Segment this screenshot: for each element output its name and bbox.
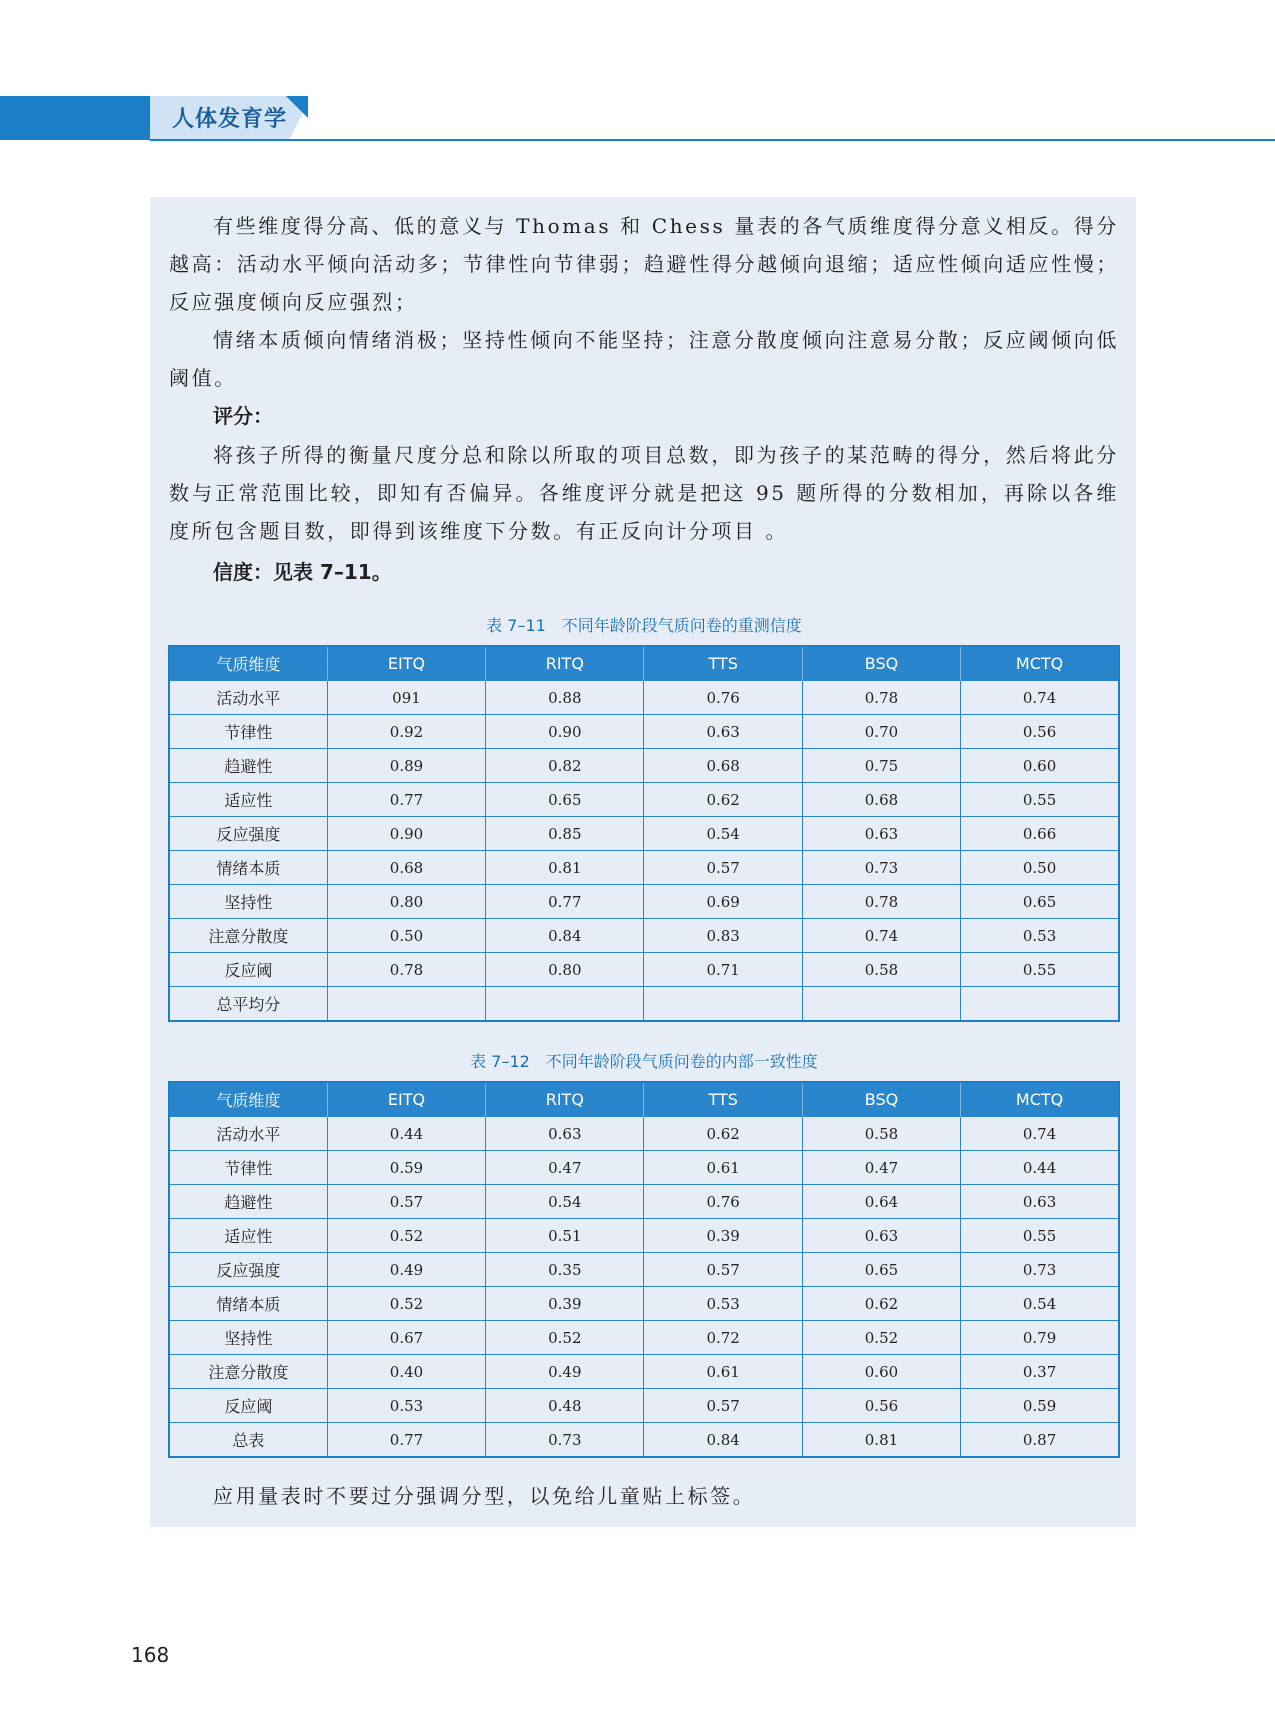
value-cell: 0.68 xyxy=(802,783,960,817)
dimension-cell: 反应强度 xyxy=(169,1253,327,1287)
value-cell: 0.84 xyxy=(486,919,644,953)
table-row xyxy=(169,885,1119,919)
paragraph-scoring: 将孩子所得的衡量尺度分总和除以所取的项目总数，即为孩子的某范畴的得分，然后将此分数与正常范围比较，即知有否偏异。各维度评分就是把这 95 题所得的分数相加，再除以各维度所包含题目数，即得到该维度下分数。有正反向计分项目 。 xyxy=(169,443,1119,543)
dimension-cell: 反应阈 xyxy=(169,953,327,987)
value-cell: 091 xyxy=(327,681,485,715)
dimension-cell: 注意分散度 xyxy=(169,1355,327,1389)
value-cell: 0.47 xyxy=(486,1151,644,1185)
value-cell: 0.53 xyxy=(327,1389,485,1423)
value-cell: 0.52 xyxy=(802,1321,960,1355)
paragraph-dimension-meaning-cont: 情绪本质倾向情绪消极；坚持性倾向不能坚持；注意分散度倾向注意易分散；反应阈倾向低阈值。 xyxy=(169,328,1119,390)
dimension-cell: 趋避性 xyxy=(169,1185,327,1219)
paragraph-closing-note: 应用量表时不要过分强调分型，以免给儿童贴上标签。 xyxy=(213,1484,756,1508)
table-row xyxy=(169,1117,1119,1151)
value-cell: 0.55 xyxy=(961,783,1119,817)
column-header: RITQ xyxy=(486,1082,644,1117)
table-row xyxy=(169,1219,1119,1253)
table-row xyxy=(169,783,1119,817)
table-row xyxy=(169,1151,1119,1185)
value-cell: 0.85 xyxy=(486,817,644,851)
value-cell: 0.88 xyxy=(486,681,644,715)
value-cell: 0.81 xyxy=(486,851,644,885)
test-retest-reliability-table xyxy=(168,645,1120,1022)
value-cell: 0.64 xyxy=(802,1185,960,1219)
value-cell: 0.90 xyxy=(327,817,485,851)
table-row xyxy=(169,987,1119,1022)
table1-caption: 表 7–11 不同年龄阶段气质问卷的重测信度 xyxy=(486,616,802,635)
dimension-cell: 总表 xyxy=(169,1423,327,1458)
header-accent-bar xyxy=(0,96,150,140)
value-cell: 0.49 xyxy=(486,1355,644,1389)
value-cell: 0.66 xyxy=(961,817,1119,851)
dimension-cell: 坚持性 xyxy=(169,885,327,919)
value-cell: 0.65 xyxy=(961,885,1119,919)
value-cell: 0.57 xyxy=(644,1389,802,1423)
value-cell: 0.57 xyxy=(644,1253,802,1287)
table-row xyxy=(169,681,1119,715)
value-cell: 0.40 xyxy=(327,1355,485,1389)
table-row xyxy=(169,1355,1119,1389)
value-cell: 0.63 xyxy=(486,1117,644,1151)
value-cell: 0.63 xyxy=(644,715,802,749)
value-cell: 0.74 xyxy=(961,1117,1119,1151)
table-row xyxy=(169,749,1119,783)
value-cell: 0.61 xyxy=(644,1355,802,1389)
table-header-row xyxy=(169,646,1119,681)
table-row xyxy=(169,1423,1119,1458)
value-cell xyxy=(802,987,960,1022)
dimension-cell: 活动水平 xyxy=(169,681,327,715)
column-header: TTS xyxy=(644,1082,802,1117)
table-row xyxy=(169,1253,1119,1287)
dimension-cell: 反应强度 xyxy=(169,817,327,851)
value-cell: 0.68 xyxy=(644,749,802,783)
dimension-cell: 反应阈 xyxy=(169,1389,327,1423)
value-cell: 0.90 xyxy=(486,715,644,749)
value-cell: 0.89 xyxy=(327,749,485,783)
table-row xyxy=(169,1185,1119,1219)
book-title: 人体发育学 xyxy=(172,107,288,132)
value-cell: 0.65 xyxy=(486,783,644,817)
value-cell: 0.62 xyxy=(644,783,802,817)
value-cell: 0.71 xyxy=(644,953,802,987)
value-cell: 0.63 xyxy=(961,1185,1119,1219)
table-row xyxy=(169,851,1119,885)
dimension-cell: 趋避性 xyxy=(169,749,327,783)
value-cell: 0.55 xyxy=(961,1219,1119,1253)
value-cell: 0.53 xyxy=(961,919,1119,953)
value-cell: 0.56 xyxy=(802,1389,960,1423)
value-cell: 0.39 xyxy=(644,1219,802,1253)
value-cell: 0.83 xyxy=(644,919,802,953)
value-cell: 0.52 xyxy=(327,1287,485,1321)
table-row xyxy=(169,1389,1119,1423)
value-cell: 0.57 xyxy=(327,1185,485,1219)
value-cell: 0.35 xyxy=(486,1253,644,1287)
value-cell: 0.59 xyxy=(327,1151,485,1185)
value-cell: 0.68 xyxy=(327,851,485,885)
value-cell: 0.77 xyxy=(327,783,485,817)
value-cell: 0.67 xyxy=(327,1321,485,1355)
value-cell: 0.54 xyxy=(644,817,802,851)
value-cell xyxy=(486,987,644,1022)
value-cell: 0.70 xyxy=(802,715,960,749)
column-header: RITQ xyxy=(486,646,644,681)
value-cell: 0.49 xyxy=(327,1253,485,1287)
value-cell: 0.78 xyxy=(802,681,960,715)
value-cell: 0.75 xyxy=(802,749,960,783)
value-cell: 0.44 xyxy=(327,1117,485,1151)
value-cell: 0.69 xyxy=(644,885,802,919)
value-cell: 0.39 xyxy=(486,1287,644,1321)
value-cell xyxy=(961,987,1119,1022)
dimension-cell: 注意分散度 xyxy=(169,919,327,953)
value-cell: 0.48 xyxy=(486,1389,644,1423)
value-cell: 0.37 xyxy=(961,1355,1119,1389)
value-cell: 0.80 xyxy=(327,885,485,919)
value-cell: 0.73 xyxy=(802,851,960,885)
value-cell: 0.50 xyxy=(327,919,485,953)
value-cell: 0.79 xyxy=(961,1321,1119,1355)
table2-caption: 表 7–12 不同年龄阶段气质问卷的内部一致性度 xyxy=(470,1052,818,1071)
value-cell xyxy=(644,987,802,1022)
value-cell: 0.47 xyxy=(802,1151,960,1185)
value-cell: 0.61 xyxy=(644,1151,802,1185)
column-header: TTS xyxy=(644,646,802,681)
value-cell: 0.44 xyxy=(961,1151,1119,1185)
value-cell: 0.87 xyxy=(961,1423,1119,1458)
value-cell: 0.53 xyxy=(644,1287,802,1321)
reliability-heading: 信度：见表 7–11。 xyxy=(213,560,392,584)
value-cell: 0.78 xyxy=(327,953,485,987)
value-cell: 0.73 xyxy=(961,1253,1119,1287)
column-header: EITQ xyxy=(327,646,485,681)
value-cell: 0.84 xyxy=(644,1423,802,1458)
value-cell: 0.54 xyxy=(486,1185,644,1219)
dimension-cell: 节律性 xyxy=(169,715,327,749)
value-cell: 0.63 xyxy=(802,817,960,851)
value-cell: 0.59 xyxy=(961,1389,1119,1423)
header-rule xyxy=(150,139,1275,141)
column-header: MCTQ xyxy=(961,646,1119,681)
page-number: 168 xyxy=(131,1643,170,1667)
value-cell: 0.63 xyxy=(802,1219,960,1253)
value-cell: 0.58 xyxy=(802,1117,960,1151)
value-cell: 0.52 xyxy=(327,1219,485,1253)
value-cell: 0.58 xyxy=(802,953,960,987)
value-cell: 0.62 xyxy=(644,1117,802,1151)
dimension-cell: 适应性 xyxy=(169,783,327,817)
dimension-cell: 坚持性 xyxy=(169,1321,327,1355)
value-cell: 0.55 xyxy=(961,953,1119,987)
value-cell: 0.52 xyxy=(486,1321,644,1355)
value-cell: 0.65 xyxy=(802,1253,960,1287)
table-header-row xyxy=(169,1082,1119,1117)
value-cell: 0.74 xyxy=(802,919,960,953)
dimension-cell: 活动水平 xyxy=(169,1117,327,1151)
internal-consistency-table xyxy=(168,1081,1120,1458)
value-cell: 0.92 xyxy=(327,715,485,749)
column-header: BSQ xyxy=(802,646,960,681)
table-row xyxy=(169,919,1119,953)
value-cell: 0.82 xyxy=(486,749,644,783)
dimension-cell: 节律性 xyxy=(169,1151,327,1185)
column-header: BSQ xyxy=(802,1082,960,1117)
dimension-cell: 情绪本质 xyxy=(169,1287,327,1321)
value-cell: 0.80 xyxy=(486,953,644,987)
value-cell: 0.51 xyxy=(486,1219,644,1253)
scoring-heading: 评分： xyxy=(213,404,273,428)
value-cell: 0.62 xyxy=(802,1287,960,1321)
column-header: 气质维度 xyxy=(169,1082,327,1117)
value-cell: 0.50 xyxy=(961,851,1119,885)
value-cell: 0.78 xyxy=(802,885,960,919)
dimension-cell: 情绪本质 xyxy=(169,851,327,885)
value-cell: 0.77 xyxy=(486,885,644,919)
value-cell: 0.73 xyxy=(486,1423,644,1458)
value-cell: 0.76 xyxy=(644,681,802,715)
value-cell: 0.57 xyxy=(644,851,802,885)
value-cell: 0.72 xyxy=(644,1321,802,1355)
value-cell: 0.54 xyxy=(961,1287,1119,1321)
value-cell xyxy=(327,987,485,1022)
table-row xyxy=(169,715,1119,749)
column-header: 气质维度 xyxy=(169,646,327,681)
paragraph-dimension-meaning: 有些维度得分高、低的意义与 Thomas 和 Chess 量表的各气质维度得分意义相反。得分越高：活动水平倾向活动多；节律性向节律弱；趋避性得分越倾向退缩；适应性倾向适应性慢；反应强度倾向反应强烈； xyxy=(169,214,1119,314)
column-header: EITQ xyxy=(327,1082,485,1117)
dimension-cell: 适应性 xyxy=(169,1219,327,1253)
value-cell: 0.56 xyxy=(961,715,1119,749)
value-cell: 0.77 xyxy=(327,1423,485,1458)
dimension-cell: 总平均分 xyxy=(169,987,327,1022)
table-row xyxy=(169,953,1119,987)
table-row xyxy=(169,1321,1119,1355)
column-header: MCTQ xyxy=(961,1082,1119,1117)
value-cell: 0.60 xyxy=(802,1355,960,1389)
table-row xyxy=(169,1287,1119,1321)
table-row xyxy=(169,817,1119,851)
value-cell: 0.74 xyxy=(961,681,1119,715)
value-cell: 0.60 xyxy=(961,749,1119,783)
value-cell: 0.76 xyxy=(644,1185,802,1219)
value-cell: 0.81 xyxy=(802,1423,960,1458)
